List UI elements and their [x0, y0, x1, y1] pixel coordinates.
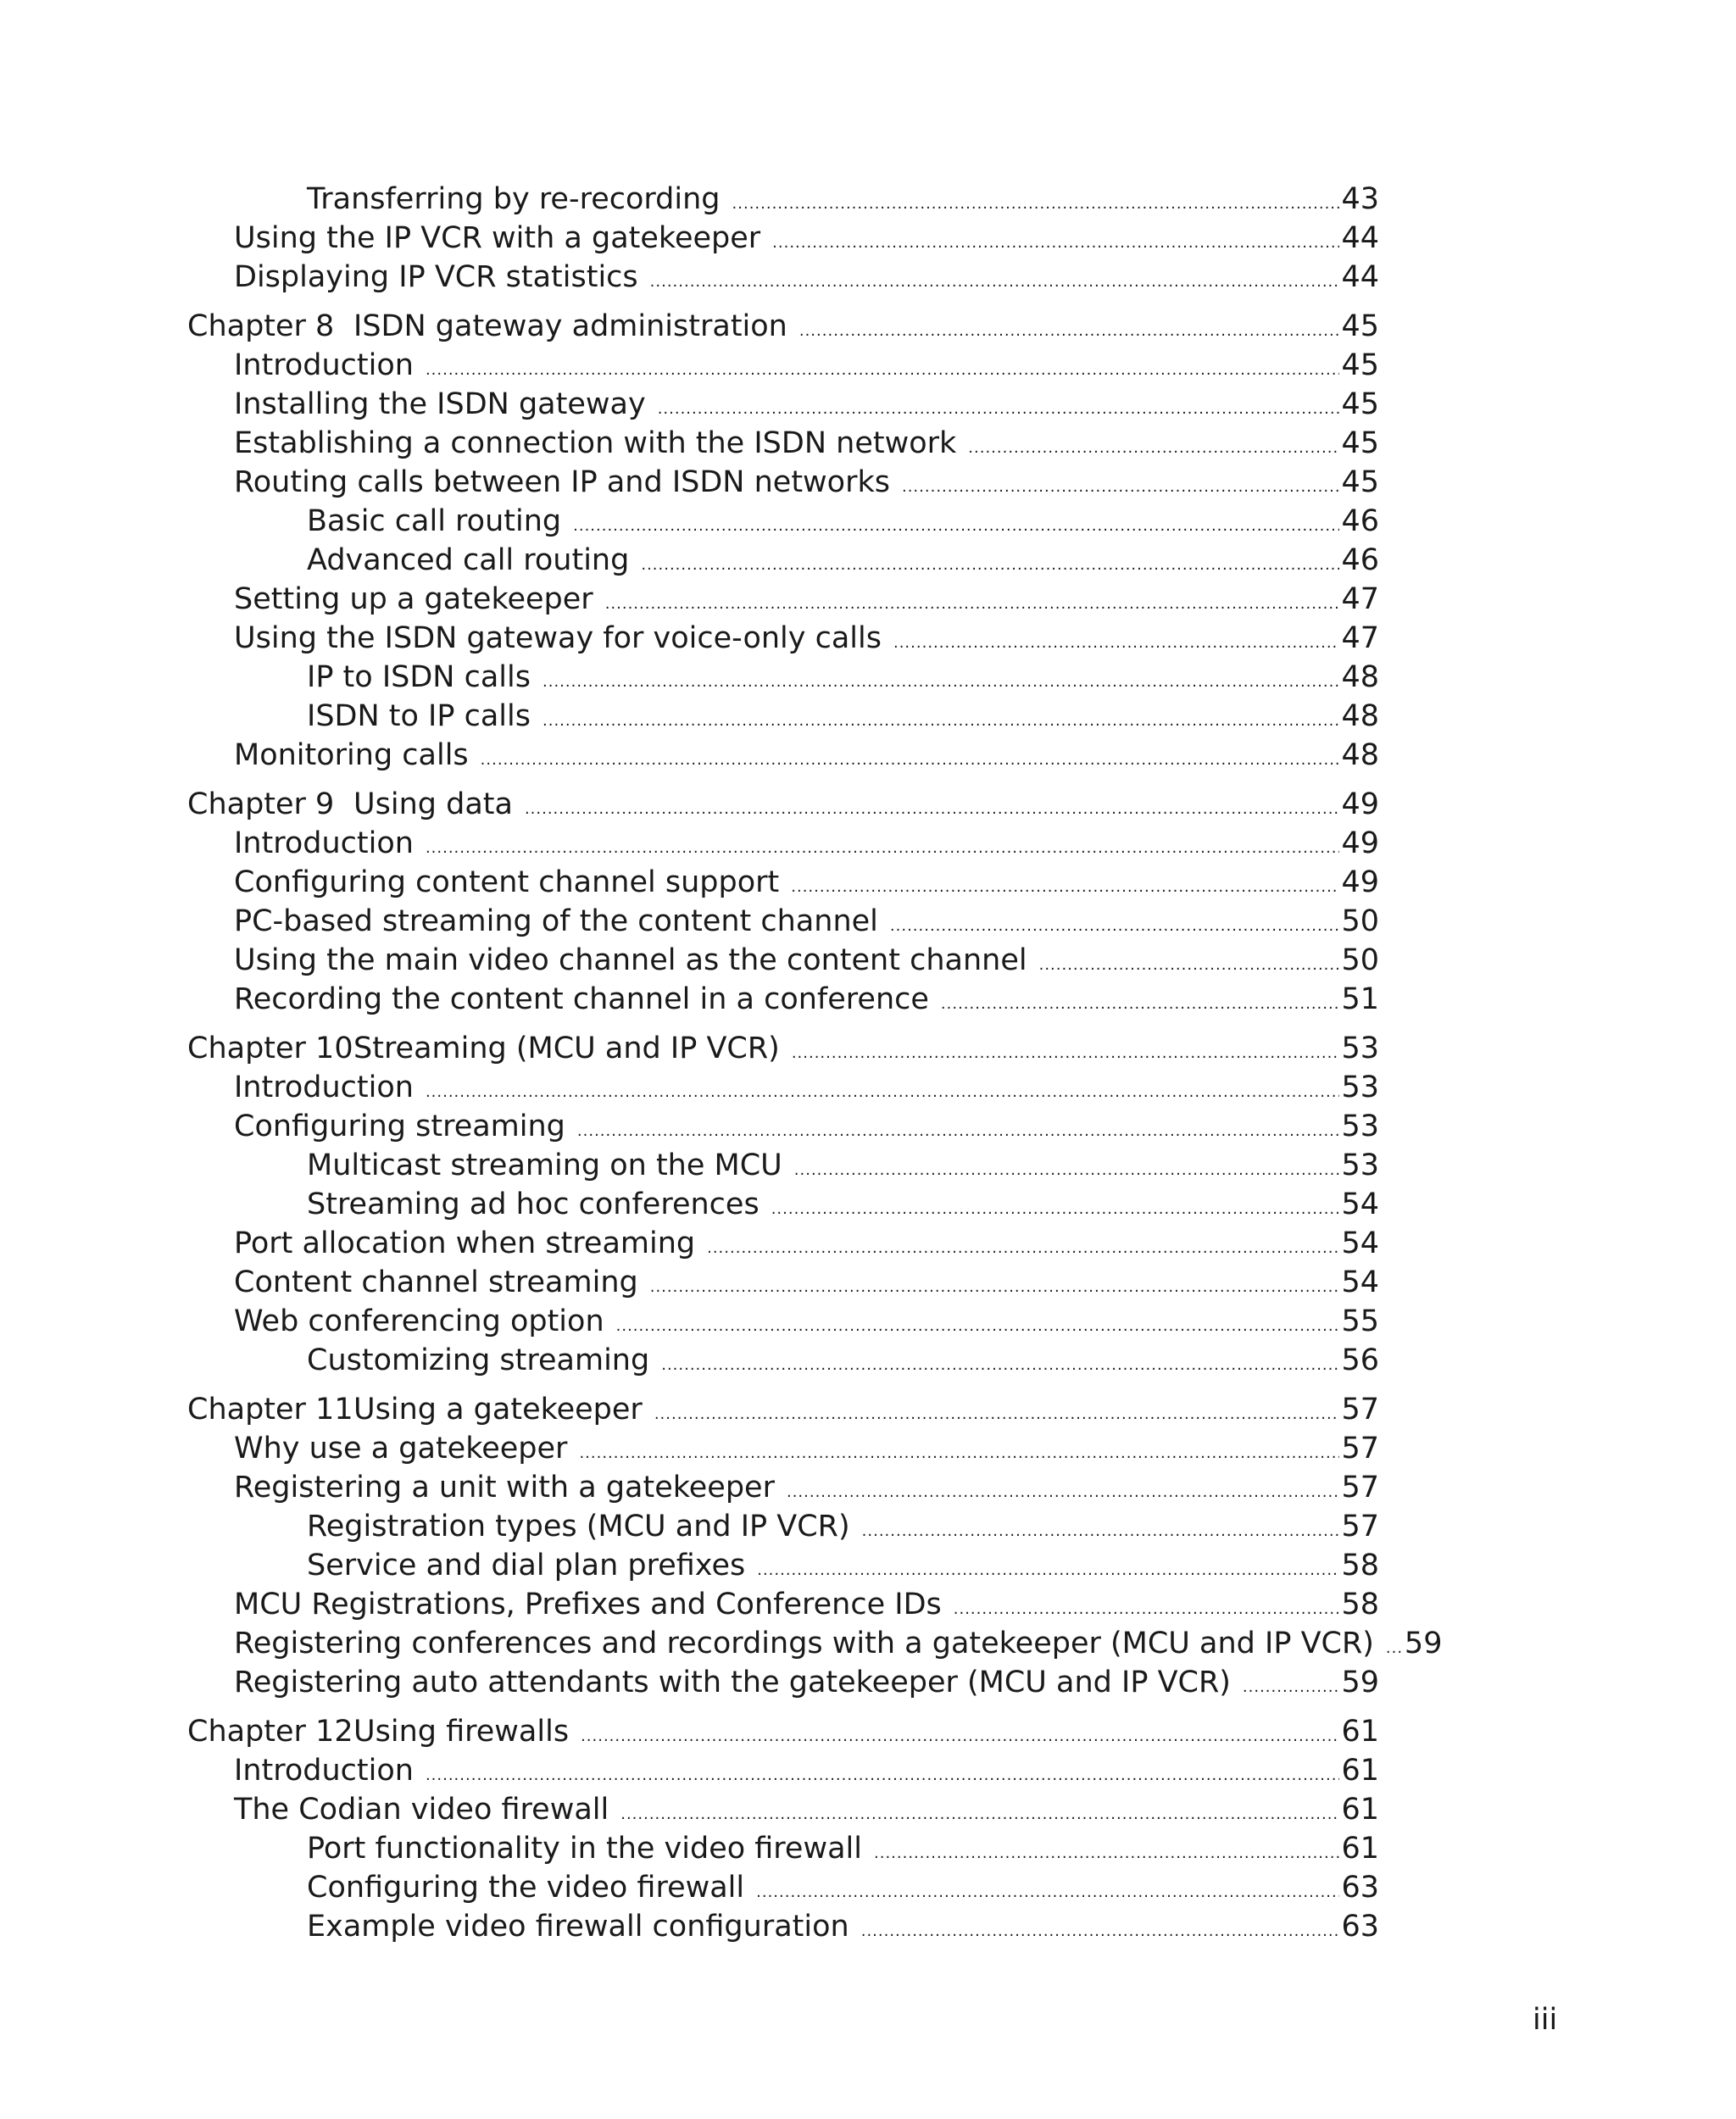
- toc-entry-title: Using data: [353, 787, 513, 821]
- toc-entry: [307, 1341, 1379, 1380]
- toc-entry: [234, 385, 1379, 424]
- toc-entry-title: Web conferencing option: [234, 1304, 604, 1338]
- toc-entry-title: Registration types (MCU and IP VCR): [307, 1510, 850, 1543]
- toc-entry-page: 54: [1341, 1226, 1379, 1260]
- toc-entry: [307, 1907, 1379, 1946]
- toc-entry-page: 48: [1341, 660, 1379, 694]
- toc-entry-page: 50: [1341, 943, 1379, 977]
- toc-entry-page: 49: [1341, 865, 1379, 899]
- toc-entry-title: Using the main video channel as the content channel: [234, 943, 1027, 977]
- toc-entry: [307, 1868, 1379, 1907]
- toc-entry-title: Displaying IP VCR statistics: [234, 260, 638, 294]
- dot-leader: [661, 1346, 1339, 1385]
- toc-entry: [234, 258, 1379, 297]
- toc-entry: [234, 980, 1379, 1019]
- toc-entry: [234, 1429, 1379, 1468]
- toc-entry: [307, 1185, 1379, 1224]
- toc-entry-title: Why use a gatekeeper: [234, 1432, 568, 1466]
- toc-entry-page: 50: [1341, 904, 1379, 938]
- toc-entry-page: 43: [1341, 182, 1379, 216]
- toc-entry-title: Setting up a gatekeeper: [234, 582, 593, 616]
- toc-entry-page: 48: [1341, 699, 1379, 733]
- toc-entry: [234, 1107, 1379, 1146]
- chapter-number: Chapter 9: [187, 787, 335, 821]
- toc-entry-page: 55: [1341, 1304, 1379, 1338]
- toc-entry-title: Basic call routing: [307, 504, 562, 538]
- toc-entry-title: Introduction: [234, 1071, 414, 1104]
- toc-entry-page: 59: [1341, 1666, 1379, 1699]
- toc-entry-title: ISDN to IP calls: [307, 699, 531, 733]
- toc-entry-page: 58: [1341, 1588, 1379, 1621]
- toc-entry-page: 54: [1341, 1265, 1379, 1299]
- toc-entry-title: IP to ISDN calls: [307, 660, 531, 694]
- toc-entry-title: Configuring streaming: [234, 1110, 565, 1143]
- dot-leader: [861, 1912, 1340, 1951]
- toc-entry: [234, 863, 1379, 902]
- toc-entry: [234, 580, 1379, 619]
- toc-entry: [234, 1302, 1379, 1341]
- toc-entry-page: 46: [1341, 543, 1379, 577]
- toc-entry: [307, 1829, 1379, 1868]
- toc-entry-title: MCU Registrations, Prefixes and Conference IDs: [234, 1588, 942, 1621]
- toc-entry-title: Multicast streaming on the MCU: [307, 1148, 782, 1182]
- toc-entry: [307, 697, 1379, 736]
- toc-entry-title: Registering auto attendants with the gatekeeper (MCU and IP VCR): [234, 1666, 1231, 1699]
- toc-entry: [307, 658, 1379, 697]
- toc-entry-page: 45: [1341, 387, 1379, 421]
- dot-leader: [650, 263, 1340, 302]
- toc-entry-title: Advanced call routing: [307, 543, 630, 577]
- toc-entry-page: 56: [1341, 1343, 1379, 1377]
- toc-chapter-entry: [187, 785, 1379, 824]
- toc-entry: [234, 1468, 1379, 1507]
- toc-entry-page: 45: [1341, 465, 1379, 499]
- toc-entry: [307, 502, 1379, 541]
- toc-entry: [307, 1146, 1379, 1185]
- toc-entry: [307, 180, 1379, 219]
- toc-entry-title: Transferring by re-recording: [307, 182, 721, 216]
- toc-entry-page: 49: [1341, 787, 1379, 821]
- toc-entry-page: 47: [1341, 582, 1379, 616]
- toc-entry-title: Registering a unit with a gatekeeper: [234, 1471, 775, 1504]
- toc-entry-title: Content channel streaming: [234, 1265, 638, 1299]
- toc-chapter-entry: [187, 1712, 1379, 1751]
- toc-entry-page: 61: [1341, 1754, 1379, 1788]
- toc-entry-title: Using the IP VCR with a gatekeeper: [234, 221, 761, 255]
- toc-entry-page: 57: [1341, 1432, 1379, 1466]
- toc-entry-page: 45: [1341, 309, 1379, 343]
- toc-entry: [234, 1224, 1379, 1263]
- toc-entry: [234, 619, 1379, 658]
- toc-entry-page: 44: [1341, 260, 1379, 294]
- toc-entry-page: 63: [1341, 1871, 1379, 1905]
- toc-entry-page: 49: [1341, 826, 1379, 860]
- toc-entry-title: Configuring the video firewall: [307, 1871, 745, 1905]
- toc-entry-page: 53: [1341, 1032, 1379, 1065]
- toc-entry: [307, 1507, 1379, 1546]
- toc-chapter-entry: [187, 1390, 1379, 1429]
- toc-entry: [234, 1624, 1443, 1663]
- toc-entry: [234, 1263, 1379, 1302]
- toc-entry-title: PC-based streaming of the content channel: [234, 904, 878, 938]
- toc-entry-title: Streaming (MCU and IP VCR): [353, 1032, 780, 1065]
- toc-entry: [234, 219, 1379, 258]
- toc-entry-title: Example video firewall configuration: [307, 1910, 849, 1944]
- toc-entry: [234, 1068, 1379, 1107]
- toc-entry-page: 57: [1341, 1393, 1379, 1427]
- toc-entry-title: Establishing a connection with the ISDN network: [234, 426, 957, 460]
- page-number: iii: [1533, 2003, 1558, 2037]
- toc-entry-page: 45: [1341, 348, 1379, 382]
- toc-entry: [234, 941, 1379, 980]
- toc-entry-page: 57: [1341, 1510, 1379, 1543]
- toc-entry: [234, 902, 1379, 941]
- toc-entry-title: Monitoring calls: [234, 738, 469, 772]
- dot-leader: [941, 985, 1340, 1024]
- toc-entry-page: 63: [1341, 1910, 1379, 1944]
- toc-entry-title: Service and dial plan prefixes: [307, 1549, 746, 1582]
- dot-leader: [1243, 1668, 1340, 1707]
- toc-entry-title: ISDN gateway administration: [353, 309, 787, 343]
- toc-entry-title: Introduction: [234, 348, 414, 382]
- toc-entry-title: The Codian video firewall: [234, 1793, 609, 1827]
- toc-chapter-entry: [187, 307, 1379, 346]
- toc-entry-title: Using a gatekeeper: [353, 1393, 643, 1427]
- toc-entry: [307, 1546, 1379, 1585]
- toc-entry-title: Configuring content channel support: [234, 865, 780, 899]
- toc-entry-page: 58: [1341, 1549, 1379, 1582]
- chapter-number: Chapter 12: [187, 1715, 353, 1749]
- toc-entry-page: 57: [1341, 1471, 1379, 1504]
- toc-entry-title: Registering conferences and recordings with a gatekeeper (MCU and IP VCR): [234, 1627, 1374, 1660]
- toc-entry-title: Customizing streaming: [307, 1343, 650, 1377]
- toc-entry: [234, 1790, 1379, 1829]
- toc-entry-title: Routing calls between IP and ISDN networks: [234, 465, 890, 499]
- dot-leader: [481, 741, 1340, 780]
- toc-entry-page: 61: [1341, 1793, 1379, 1827]
- toc-entry: [234, 463, 1379, 502]
- toc-entry-title: Recording the content channel in a conference: [234, 982, 929, 1016]
- toc-entry-title: Port functionality in the video firewall: [307, 1832, 862, 1866]
- toc-entry: [234, 1663, 1379, 1702]
- toc-entry-page: 44: [1341, 221, 1379, 255]
- chapter-number: Chapter 8: [187, 309, 335, 343]
- toc-entry-page: 53: [1341, 1071, 1379, 1104]
- toc-entry-page: 54: [1341, 1187, 1379, 1221]
- toc-entry-title: Port allocation when streaming: [234, 1226, 696, 1260]
- toc-entry-page: 46: [1341, 504, 1379, 538]
- toc-entry-page: 61: [1341, 1715, 1379, 1749]
- toc-chapter-entry: [187, 1029, 1379, 1068]
- toc-entry-page: 47: [1341, 621, 1379, 655]
- toc-entry: [234, 1585, 1379, 1624]
- toc-entry-title: Using firewalls: [353, 1715, 570, 1749]
- toc-entry-page: 53: [1341, 1148, 1379, 1182]
- toc-entry: [234, 346, 1379, 385]
- toc-entry-page: 59: [1404, 1627, 1443, 1660]
- toc-entry-title: Using the ISDN gateway for voice-only calls: [234, 621, 882, 655]
- toc-entry-page: 45: [1341, 426, 1379, 460]
- toc-entry-page: 53: [1341, 1110, 1379, 1143]
- toc-entry-title: Introduction: [234, 826, 414, 860]
- toc-entry: [234, 824, 1379, 863]
- toc-entry: [307, 541, 1379, 580]
- toc-entry: [234, 1751, 1379, 1790]
- dot-leader: [1386, 1629, 1403, 1668]
- chapter-number: Chapter 11: [187, 1393, 353, 1427]
- toc-entry-page: 51: [1341, 982, 1379, 1016]
- toc-entry-page: 61: [1341, 1832, 1379, 1866]
- toc-entry-page: 48: [1341, 738, 1379, 772]
- toc-entry: [234, 736, 1379, 775]
- toc-entry: [234, 424, 1379, 463]
- toc-entry-title: Streaming ad hoc conferences: [307, 1187, 760, 1221]
- toc-entry-title: Introduction: [234, 1754, 414, 1788]
- toc-entry-title: Installing the ISDN gateway: [234, 387, 646, 421]
- chapter-number: Chapter 10: [187, 1032, 353, 1065]
